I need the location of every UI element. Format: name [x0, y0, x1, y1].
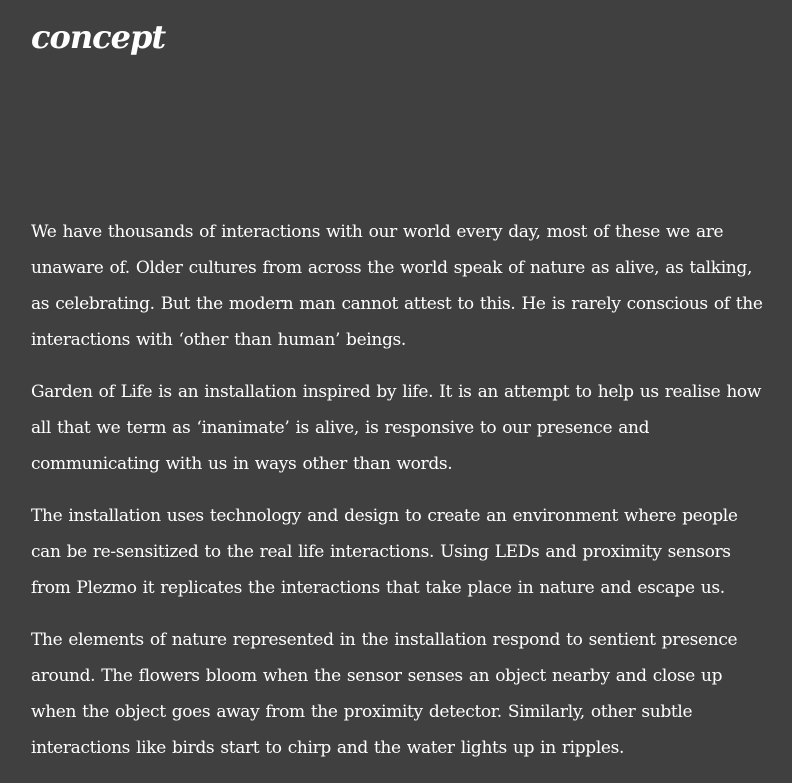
paragraph-nature-elements: The elements of nature represented in the installation respond to sentient presence around. The flowers bloom when the sensor senses an object nearby and close up when the object goes away from the proximity detector. Similarly, other subtle interactions like birds start to chirp and the water lights up in ripples.	[31, 630, 738, 758]
paragraph-installation-technology: The installation uses technology and design to create an environment where people can be re-sensitized to the real life interactions. Using LEDs and proximity sensors from Plezmo it replicates the interactions that take place in nature and escape us.	[31, 506, 738, 598]
concept-body	[31, 214, 771, 766]
section-heading: concept	[31, 18, 166, 56]
paragraph-intro: We have thousands of interactions with our world every day, most of these we are unaware of. Older cultures from across the world speak of nature as alive, as talking, as celebrating. But the modern man cannot attest to this. He is rarely conscious of the interactions with ‘other than human’ beings.	[31, 222, 763, 350]
paragraph-garden-of-life: Garden of Life is an installation inspired by life. It is an attempt to help us realise how all that we term as ‘inanimate’ is alive, is responsive to our presence and communicating with us in ways other than words.	[31, 382, 762, 474]
